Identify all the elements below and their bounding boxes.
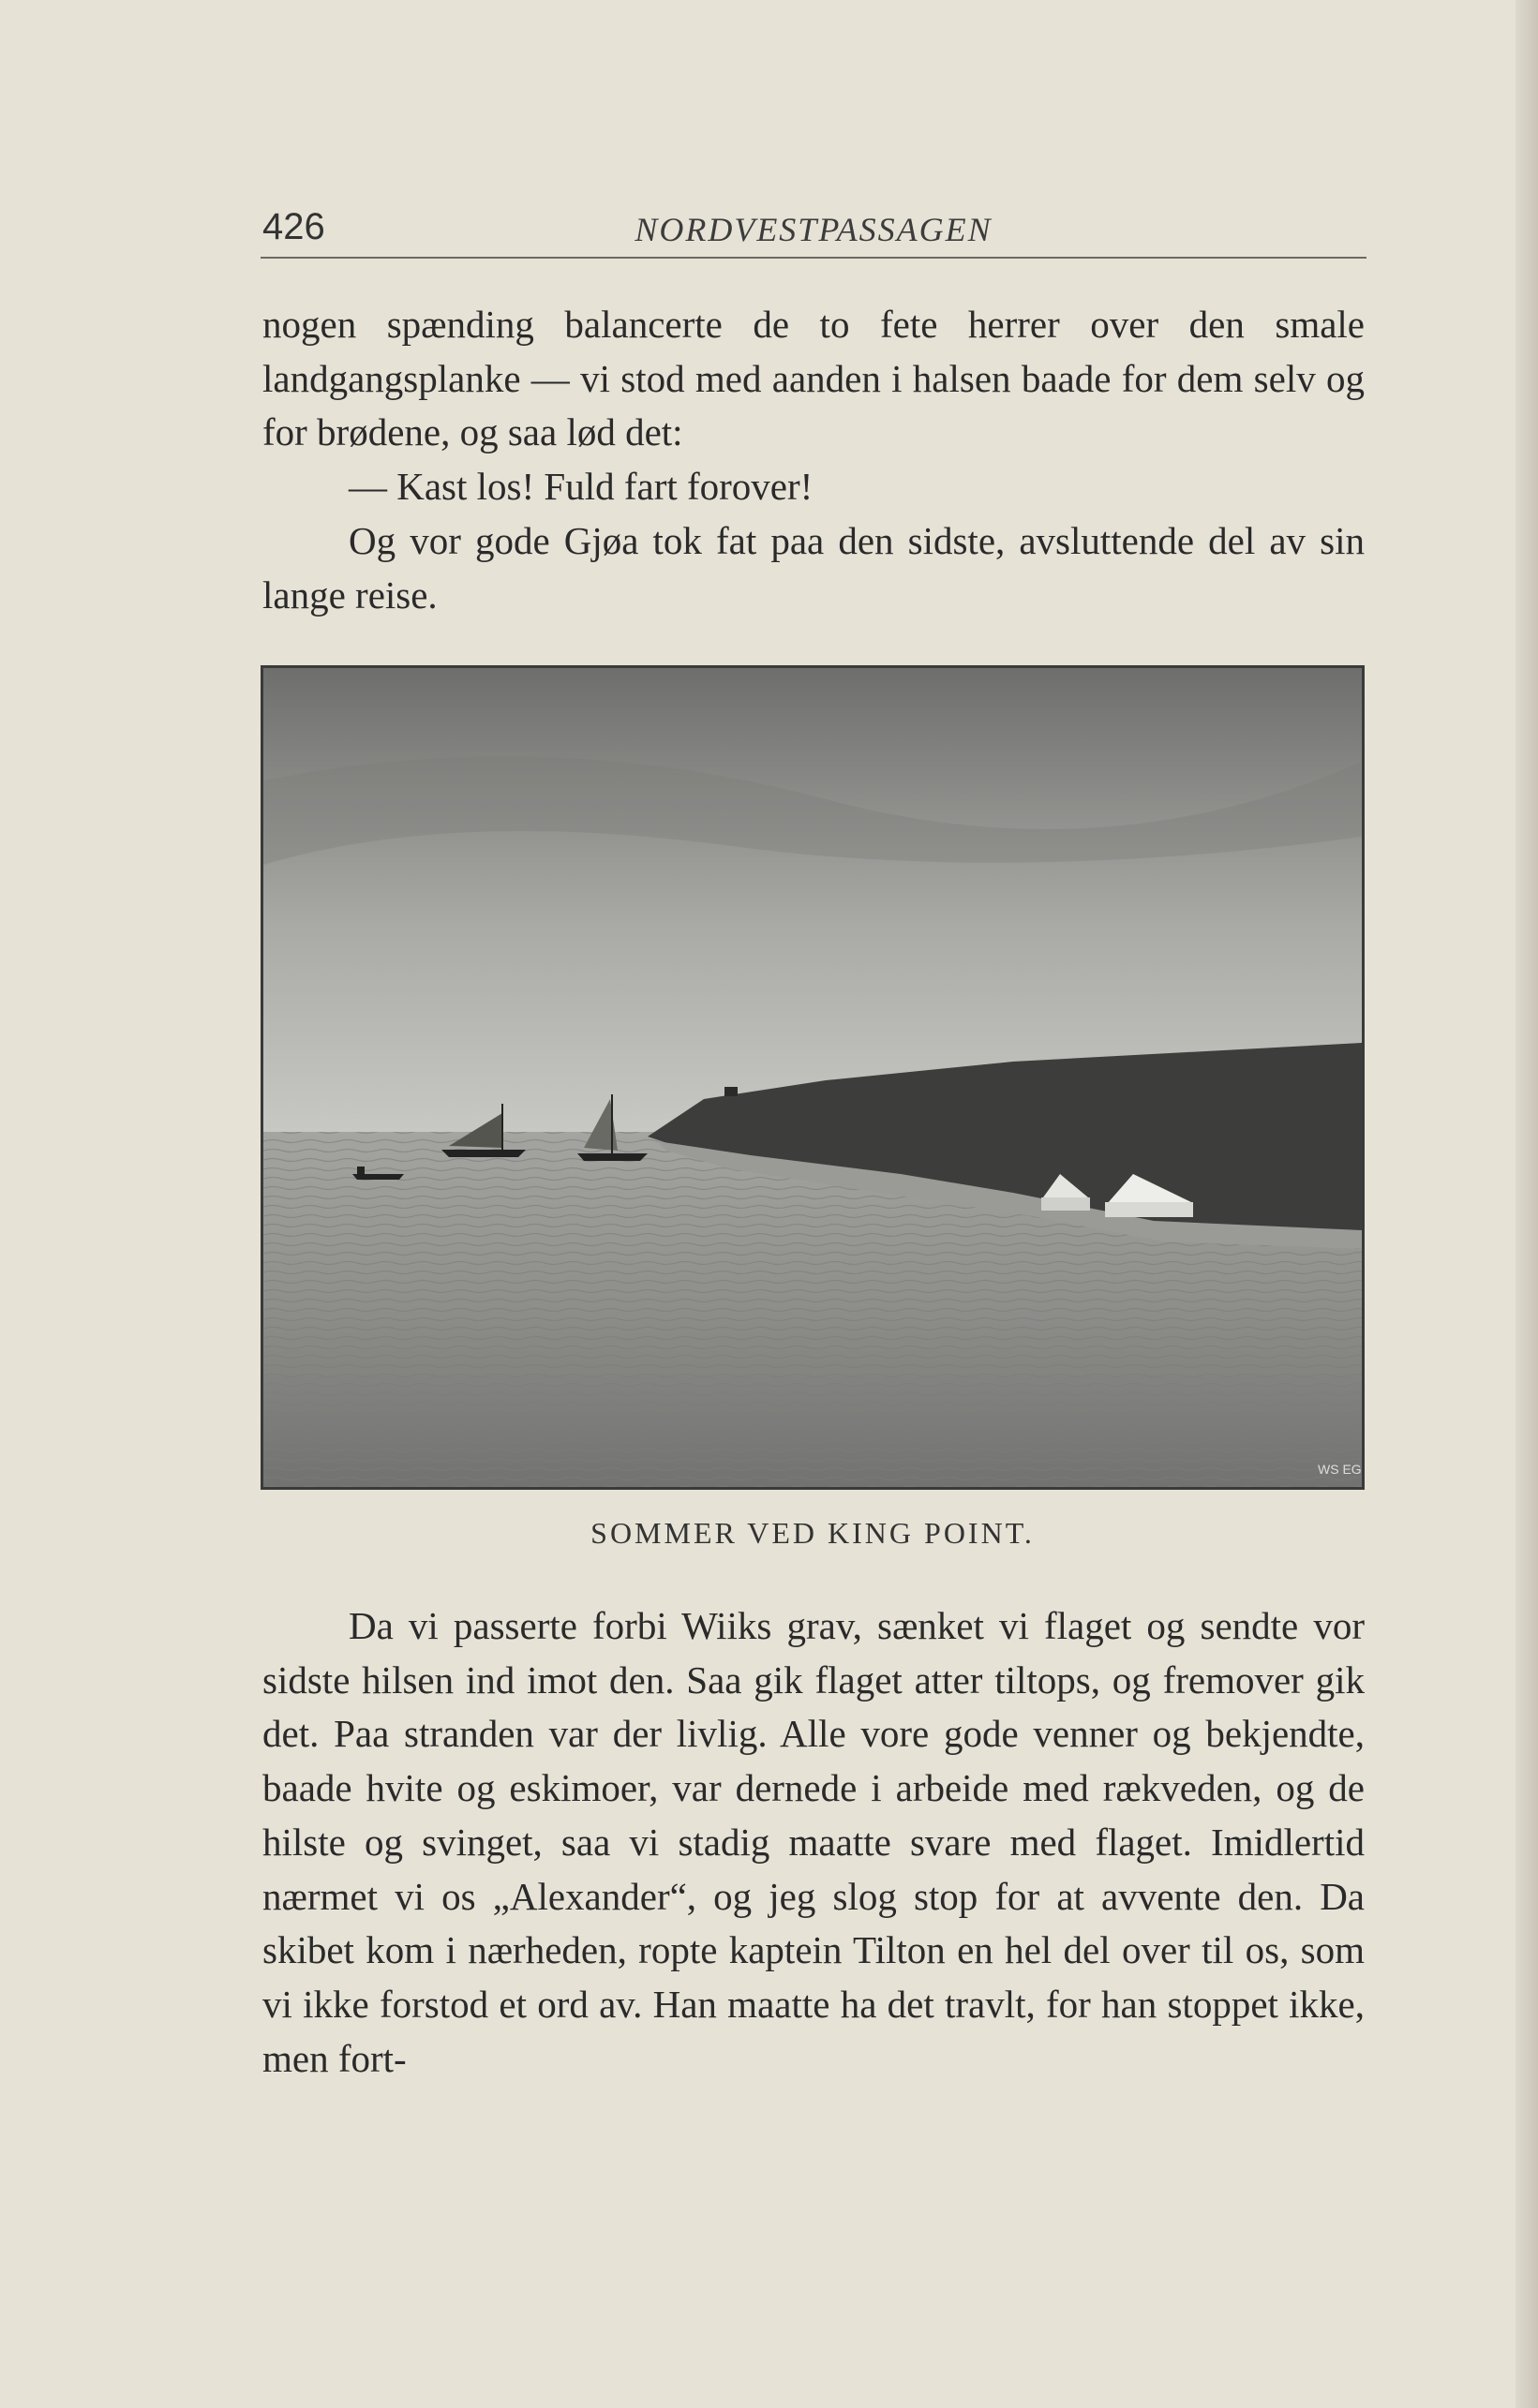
top-text — [262, 298, 1365, 622]
bottom-text — [262, 1599, 1365, 2086]
paragraph: nogen spænding balancerte de to fete herrer over den smale landgangsplanke — vi stod med aanden i halsen baade for dem selv og for brødene, og saa lød det: — [262, 303, 1365, 454]
distant-hut — [724, 1087, 738, 1096]
page-number: 426 — [262, 206, 325, 247]
rower — [357, 1167, 365, 1174]
rowboat — [352, 1174, 404, 1180]
paragraph: Da vi passerte forbi Wiiks grav, sænket vi flaget og sendte vor sidste hilsen ind imot den. Saa gik flaget atter tiltops, og fremover gik det. Paa stranden var der livlig. Alle vore gode venner og bekjendte, baade hvite og eskimoer, var dernede i arbeide med rækveden, og de hilste og svinget, saa vi stadig maatte svare med flaget. Imidlertid nærmet vi os „Alexander“, og jeg slog stop for at avvente den. Da skibet kom i nærheden, ropte kaptein Tilton en hel del over til os, som vi ikke forstod et ord av. Han maatte ha det travlt, for han stoppet ikke, men fort- — [262, 1604, 1365, 2080]
figure-caption: SOMMER VED KING POINT. — [590, 1516, 1035, 1550]
running-title: NORDVESTPASSAGEN — [635, 211, 993, 248]
paragraph-dialog: — Kast los! Fuld fart forover! — [349, 465, 814, 509]
engraver-mark: WS EG — [1318, 1462, 1362, 1477]
photograph — [261, 665, 1365, 1490]
page-edge — [1516, 0, 1538, 2408]
paragraph: Og vor gode Gjøa tok fat paa den sidste, avsluttende del av sin lange reise. — [262, 518, 1365, 617]
page-header — [261, 202, 1366, 259]
